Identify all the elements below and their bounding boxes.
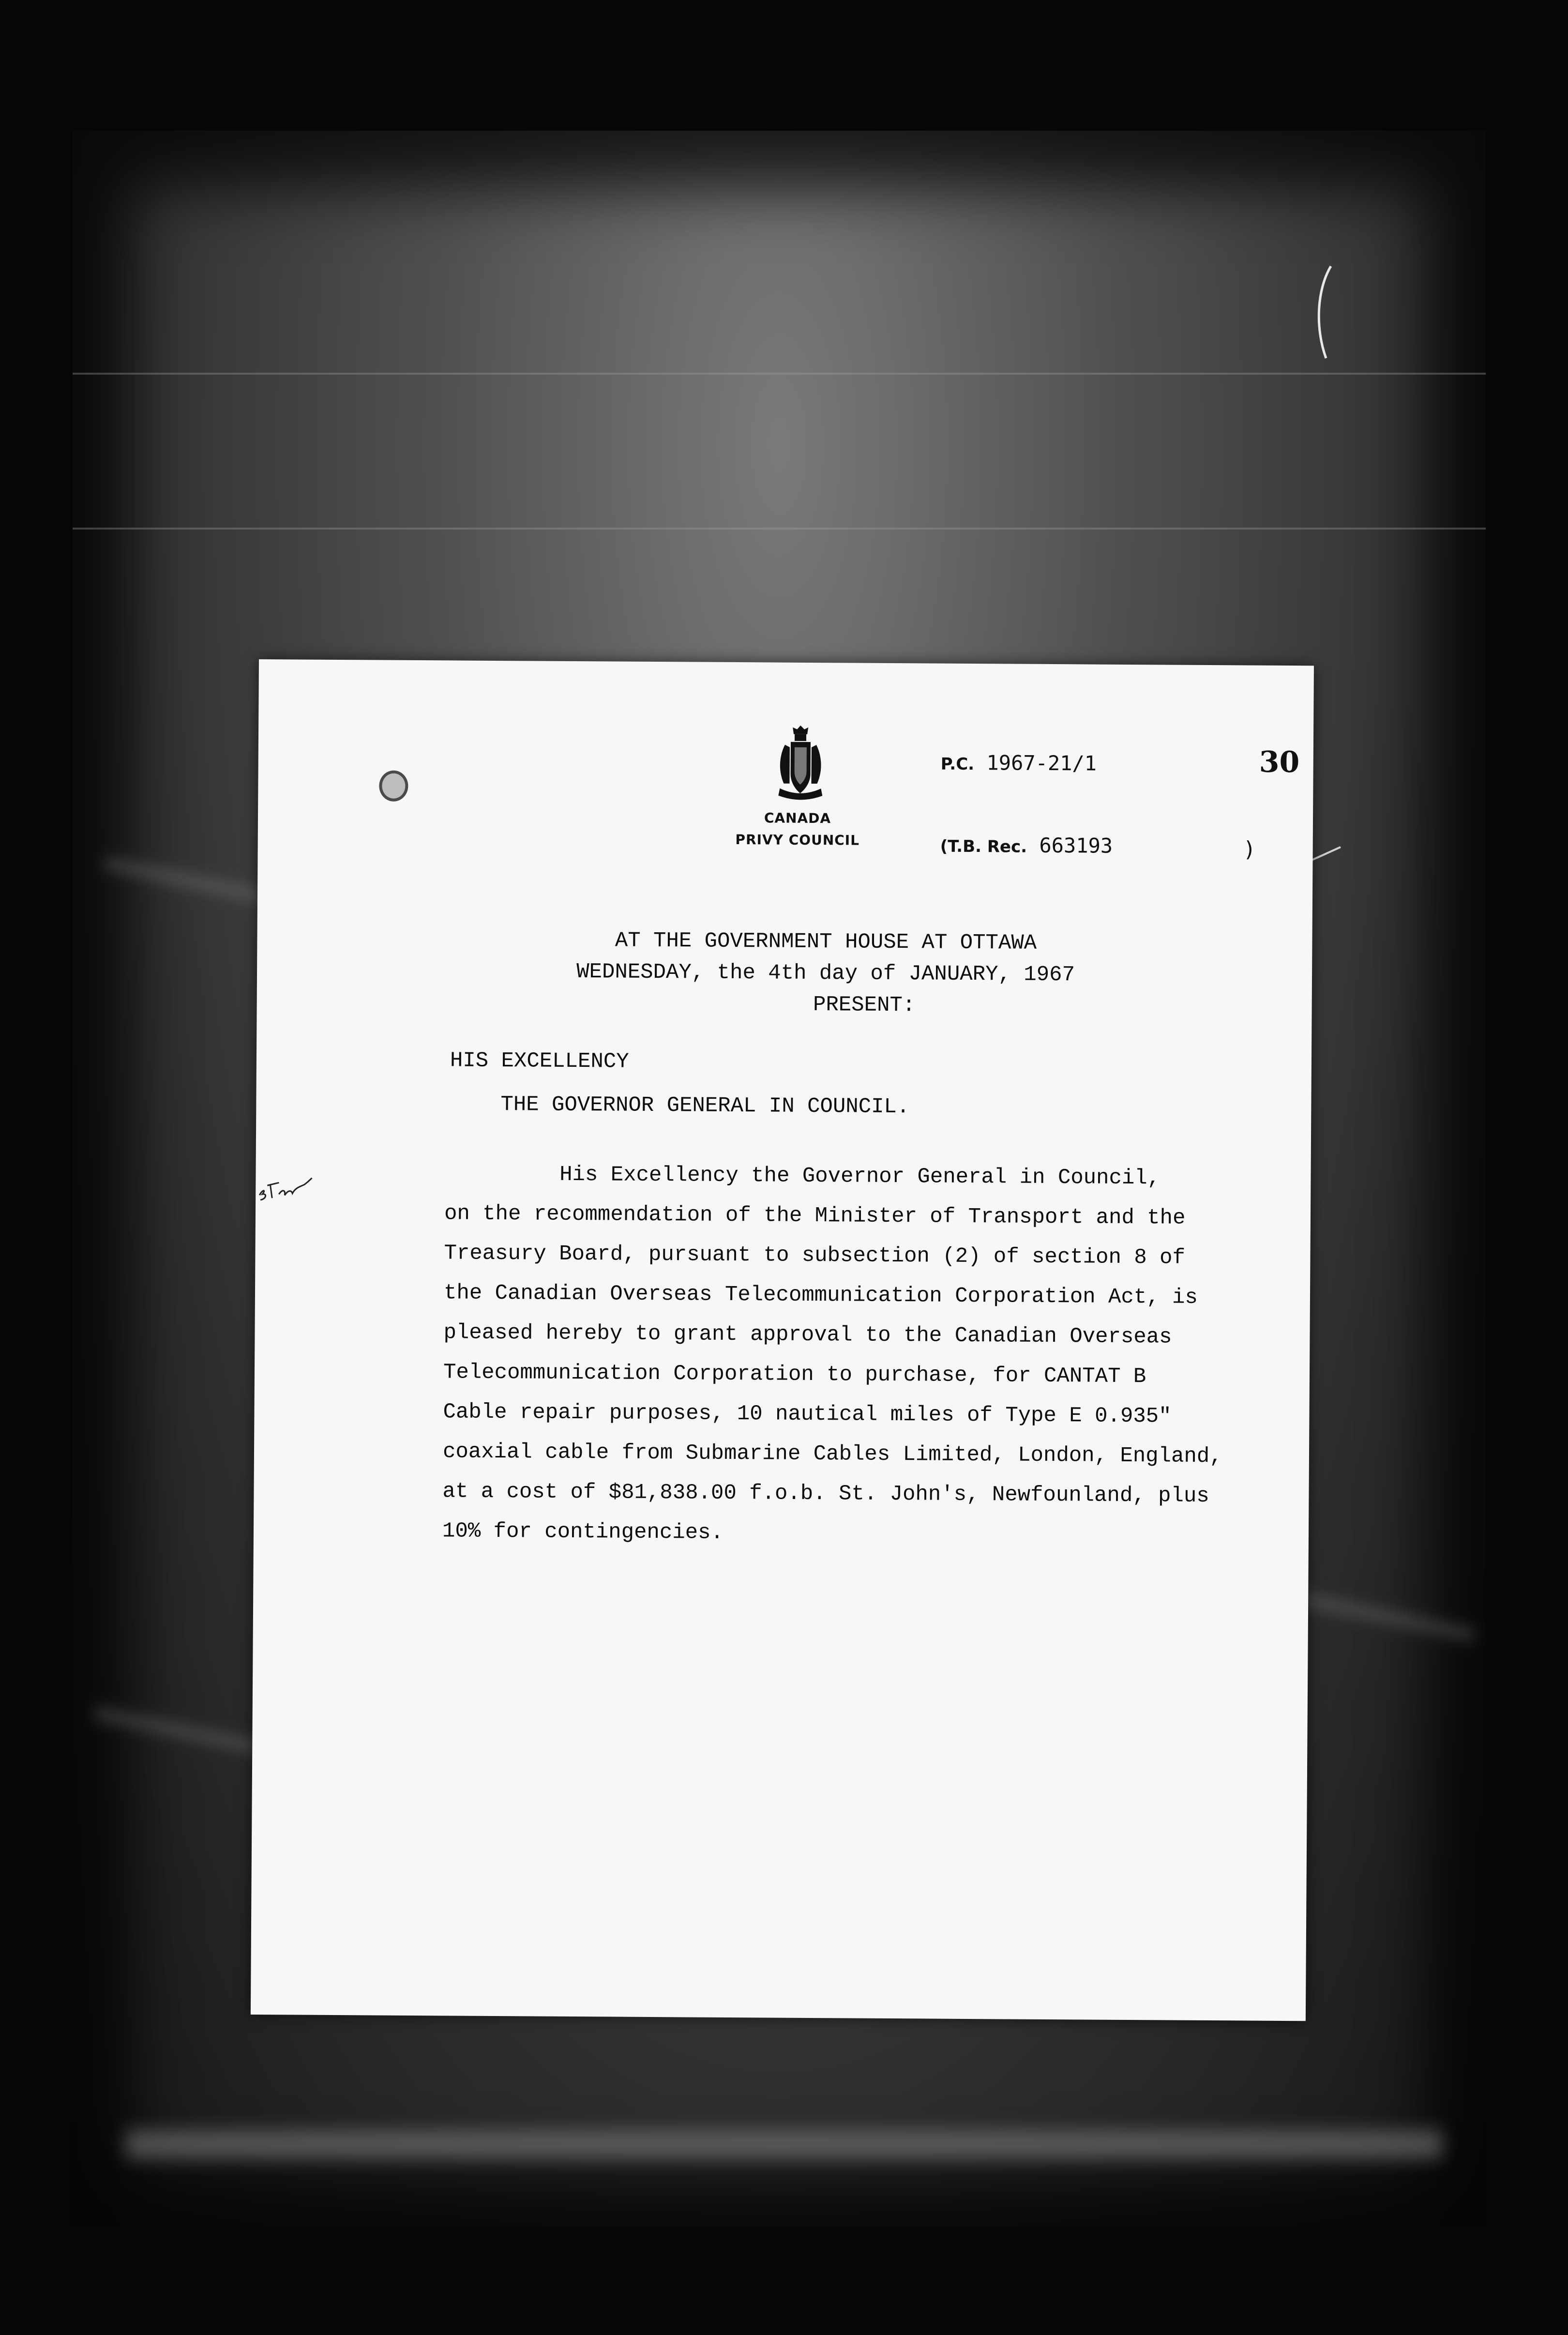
- body-line: Telecommunication Corporation to purchase, for CANTAT B: [443, 1360, 1146, 1389]
- canada-coat-of-arms-emblem: [770, 725, 831, 803]
- margin-stroke-mark: [1312, 261, 1341, 368]
- tb-prefix: (T.B. Rec.: [940, 836, 1027, 857]
- body-line: on the recommendation of the Minister of Transport and the: [444, 1201, 1186, 1230]
- body-line: Cable repair purposes, 10 nautical miles of Type E 0.935": [443, 1400, 1172, 1429]
- presence-line-excellency: HIS EXCELLENCY: [450, 1048, 629, 1074]
- heading-date: WEDNESDAY, the 4th day of JANUARY, 1967: [576, 960, 1075, 987]
- pc-prefix: P.C.: [940, 754, 975, 774]
- punch-hole: [379, 771, 408, 802]
- tb-reference: [940, 833, 1113, 858]
- body-line: 10% for contingencies.: [442, 1519, 724, 1545]
- body-line: the Canadian Overseas Telecommunication Corporation Act, is: [443, 1281, 1198, 1310]
- folio-number: 30: [1259, 745, 1300, 780]
- heading-present: PRESENT:: [813, 993, 916, 1018]
- body-line: coaxial cable from Submarine Cables Limited, London, England,: [442, 1440, 1222, 1469]
- closing-parenthesis: ): [1245, 837, 1253, 862]
- pc-number: 1967-21/1: [986, 751, 1097, 775]
- pc-reference: [941, 751, 1097, 775]
- presence-line-council: THE GOVERNOR GENERAL IN COUNCIL.: [500, 1092, 910, 1120]
- body-line: His Excellency the Governor General in Council,: [444, 1162, 1161, 1191]
- tb-number: 663193: [1039, 833, 1113, 858]
- letterhead-country: CANADA: [764, 810, 831, 827]
- heading-location: AT THE GOVERNMENT HOUSE AT OTTAWA: [615, 928, 1037, 955]
- letterhead-office: PRIVY COUNCIL: [735, 832, 860, 849]
- body-line: pleased hereby to grant approval to the Canadian Overseas: [443, 1320, 1172, 1349]
- backing-rule: [73, 528, 1486, 530]
- handwritten-margin-note: [256, 1165, 314, 1204]
- body-line: Treasury Board, pursuant to subsection (2) of section 8 of: [444, 1241, 1186, 1270]
- body-line: at a cost of $81,838.00 f.o.b. St. John's, Newfounland, plus: [442, 1479, 1209, 1509]
- order-body: [442, 1154, 1287, 1556]
- order-in-council-page: [251, 659, 1314, 2021]
- backing-rule: [73, 373, 1486, 375]
- bottom-light-band: [126, 2130, 1442, 2159]
